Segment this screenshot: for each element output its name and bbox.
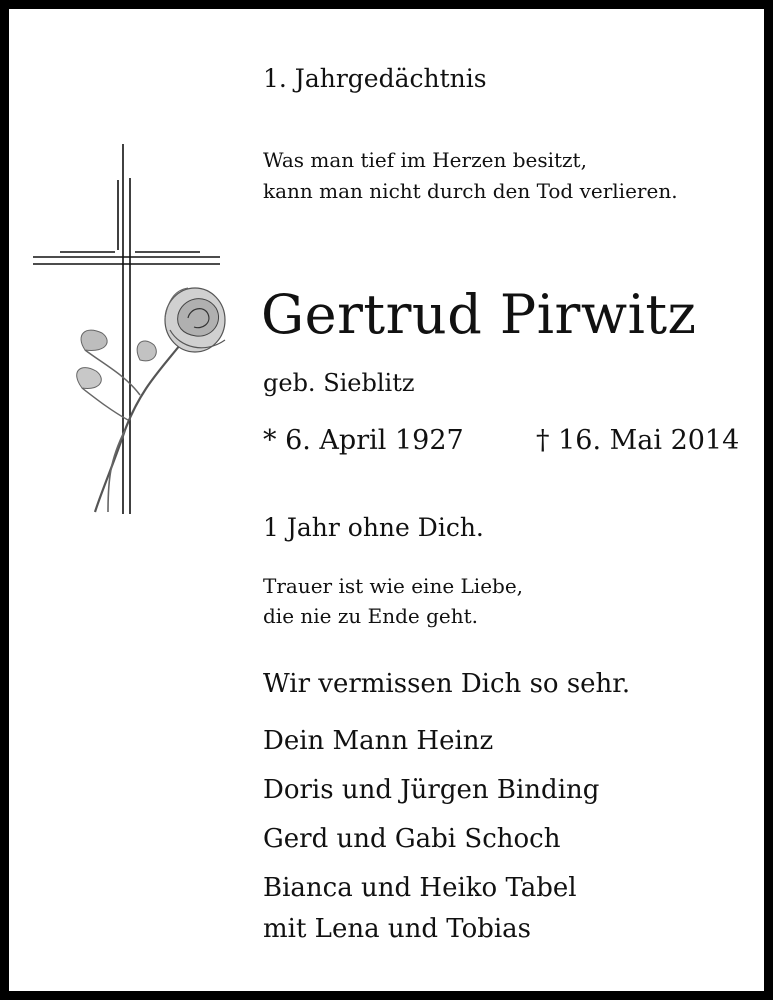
death-date: † 16. Mai 2014 (536, 425, 740, 456)
rose-icon (77, 288, 225, 512)
verse-bottom-line: die nie zu Ende geht. (263, 604, 479, 628)
verse-bottom-line: Trauer ist wie eine Liebe, (263, 574, 524, 598)
birth-date: * 6. April 1927 (263, 425, 464, 456)
signer: Gerd und Gabi Schoch (263, 824, 561, 854)
verse-bottom (263, 571, 523, 631)
signer: Bianca und Heiko Tabel (263, 873, 577, 903)
signers-list (263, 726, 599, 963)
verse-top (263, 145, 678, 207)
cross-and-rose-artwork (30, 140, 230, 520)
year-line: 1 Jahr ohne Dich. (263, 513, 484, 542)
missing-line: Wir vermissen Dich so sehr. (263, 669, 631, 699)
verse-top-line: kann man nicht durch den Tod verlieren. (263, 179, 678, 203)
deceased-name: Gertrud Pirwitz (261, 283, 697, 346)
signer: mit Lena und Tobias (263, 914, 532, 944)
verse-top-line: Was man tief im Herzen besitzt, (263, 148, 587, 172)
signer: Doris und Jürgen Binding (263, 775, 600, 805)
maiden-name: geb. Sieblitz (263, 369, 415, 397)
signer: Dein Mann Heinz (263, 726, 494, 756)
anniversary-heading: 1. Jahrgedächtnis (263, 64, 487, 93)
